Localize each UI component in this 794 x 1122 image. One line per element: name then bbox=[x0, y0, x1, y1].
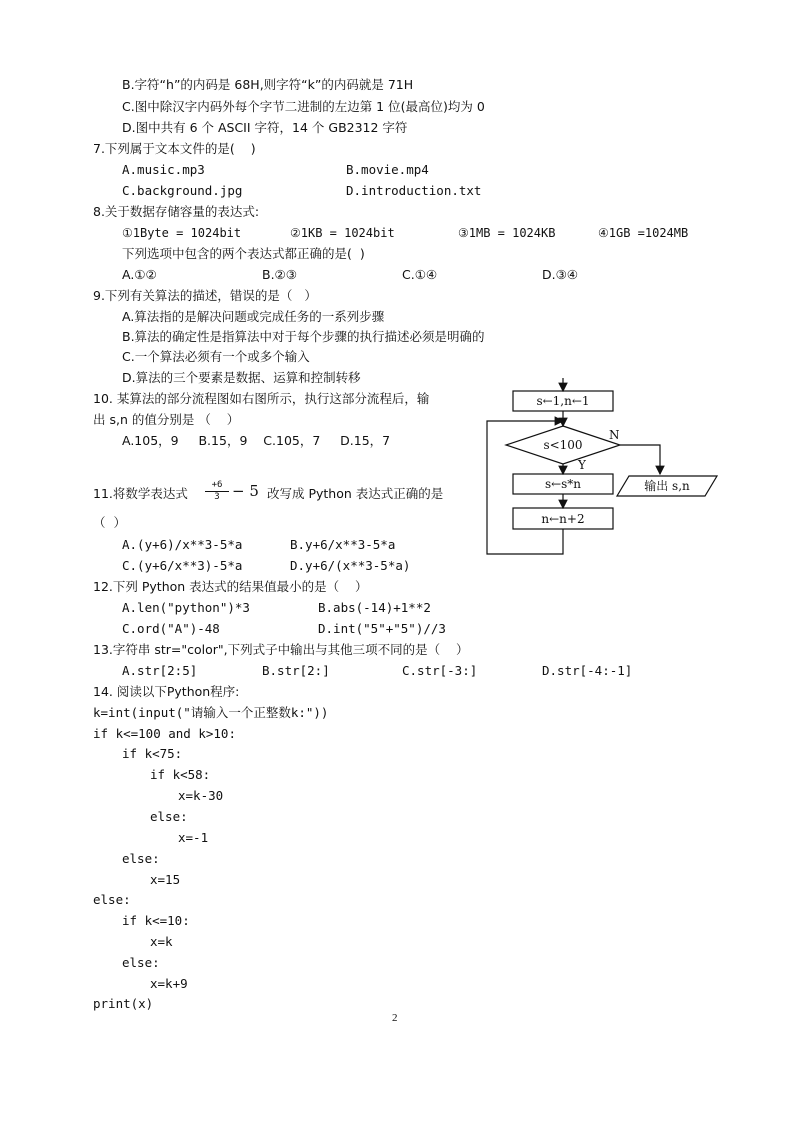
yes-label: Y bbox=[578, 458, 586, 472]
q9-stem: 9.下列有关算法的描述，错误的是（ ） bbox=[93, 288, 317, 303]
fraction-numerator: +6 bbox=[205, 480, 229, 492]
q6-option-b: B.字符“h”的内码是 68H,则字符“k”的内码就是 71H bbox=[122, 77, 414, 92]
q12-option-c: C.ord("A")-48 bbox=[122, 621, 220, 636]
step1-label: s←s*n bbox=[544, 477, 582, 491]
no-branch-arrow bbox=[620, 445, 660, 474]
no-label: N bbox=[609, 428, 620, 442]
code-line-15: print(x) bbox=[93, 996, 154, 1011]
q13-option-c: C.str[-3:] bbox=[402, 663, 478, 678]
q9-option-a: A.算法指的是解决问题或完成任务的一系列步骤 bbox=[122, 309, 385, 324]
code-line-7: x=-1 bbox=[178, 830, 209, 845]
q8-expression-1: ①1Byte = 1024bit bbox=[122, 226, 242, 240]
q8-expression-2: ②1KB = 1024bit bbox=[290, 226, 395, 240]
code-line-2: if k<=100 and k>10: bbox=[93, 726, 236, 741]
code-line-10: else: bbox=[93, 892, 131, 907]
q10-options: A.105，9 B.15，9 C.105，7 D.15，7 bbox=[122, 433, 391, 448]
flowchart bbox=[480, 378, 730, 568]
q11-option-b: B.y+6/x**3-5*a bbox=[290, 537, 396, 552]
code-line-13: else: bbox=[122, 955, 160, 970]
init-label: s←1,n←1 bbox=[536, 394, 590, 408]
q11-stem-suffix: 改写成 Python 表达式正确的是 bbox=[267, 486, 444, 501]
code-line-4: if k<58: bbox=[150, 767, 211, 782]
code-line-3: if k<75: bbox=[122, 746, 183, 761]
q13-stem: 13.字符串 str="color",下列式子中输出与其他三项不同的是（ ） bbox=[93, 642, 469, 657]
q8-option-d: D.③④ bbox=[542, 267, 579, 282]
q10-stem: 10. 某算法的部分流程图如右图所示，执行这部分流程后，输 bbox=[93, 391, 430, 406]
math-minus-term: − 5 bbox=[232, 482, 259, 500]
q8-stem: 8.关于数据存储容量的表达式: bbox=[93, 204, 260, 219]
condition-label: s<100 bbox=[543, 438, 583, 452]
q13-option-b: B.str[2:] bbox=[262, 663, 330, 678]
code-line-9: x=15 bbox=[150, 872, 181, 887]
q8-option-a: A.①② bbox=[122, 267, 157, 282]
q9-option-d: D.算法的三个要素是数据、运算和控制转移 bbox=[122, 370, 361, 385]
q8-subquestion: 下列选项中包含的两个表达式都正确的是( ) bbox=[122, 246, 365, 261]
q8-option-b: B.②③ bbox=[262, 267, 297, 282]
q12-option-a: A.len("python")*3 bbox=[122, 600, 250, 615]
q12-stem: 12.下列 Python 表达式的结果值最小的是（ ） bbox=[93, 579, 368, 594]
q11-option-d: D.y+6/(x**3-5*a) bbox=[290, 558, 411, 573]
q9-option-b: B.算法的确定性是指算法中对于每个步骤的执行描述必须是明确的 bbox=[122, 329, 485, 344]
q10-stem-cont: 出 s,n 的值分别是 （ ） bbox=[93, 412, 240, 427]
q12-option-b: B.abs(-14)+1**2 bbox=[318, 600, 431, 615]
code-line-14: x=k+9 bbox=[150, 976, 188, 991]
code-line-12: x=k bbox=[150, 934, 173, 949]
q8-option-c: C.①④ bbox=[402, 267, 438, 282]
code-line-8: else: bbox=[122, 851, 160, 866]
page-number: 2 bbox=[392, 1012, 398, 1024]
code-line-11: if k<=10: bbox=[122, 913, 190, 928]
q7-option-b: B.movie.mp4 bbox=[346, 162, 429, 177]
q7-option-a: A.music.mp3 bbox=[122, 162, 205, 177]
q11-option-c: C.(y+6/x**3)-5*a bbox=[122, 558, 243, 573]
q11-option-a: A.(y+6)/x**3-5*a bbox=[122, 537, 243, 552]
q13-option-d: D.str[-4:-1] bbox=[542, 663, 633, 678]
q11-stem-prefix: 11.将数学表达式 bbox=[93, 486, 188, 501]
q6-option-c: C.图中除汉字内码外每个字节二进制的左边第 1 位(最高位)均为 0 bbox=[122, 99, 485, 114]
q11-answer-paren: （ ） bbox=[93, 515, 126, 530]
code-line-5: x=k-30 bbox=[178, 788, 224, 803]
step2-label: n←n+2 bbox=[541, 512, 585, 526]
q12-option-d: D.int("5"+"5")//3 bbox=[318, 621, 446, 636]
q7-stem: 7.下列属于文本文件的是( ) bbox=[93, 141, 256, 156]
q9-option-c: C.一个算法必须有一个或多个输入 bbox=[122, 349, 310, 364]
q13-option-a: A.str[2:5] bbox=[122, 663, 198, 678]
q8-expression-3: ③1MB = 1024KB bbox=[458, 226, 556, 240]
output-label: 输出 s,n bbox=[644, 479, 690, 493]
code-line-6: else: bbox=[150, 809, 188, 824]
q7-option-d: D.introduction.txt bbox=[346, 183, 482, 198]
q14-stem: 14. 阅读以下Python程序: bbox=[93, 684, 240, 699]
q6-option-d: D.图中共有 6 个 ASCII 字符，14 个 GB2312 字符 bbox=[122, 120, 408, 135]
code-line-1: k=int(input("请输入一个正整数k:")) bbox=[93, 705, 329, 720]
math-fraction bbox=[205, 480, 229, 502]
q8-expression-4: ④1GB =1024MB bbox=[598, 226, 689, 240]
fraction-denominator: 3 bbox=[214, 492, 220, 502]
q7-option-c: C.background.jpg bbox=[122, 183, 243, 198]
